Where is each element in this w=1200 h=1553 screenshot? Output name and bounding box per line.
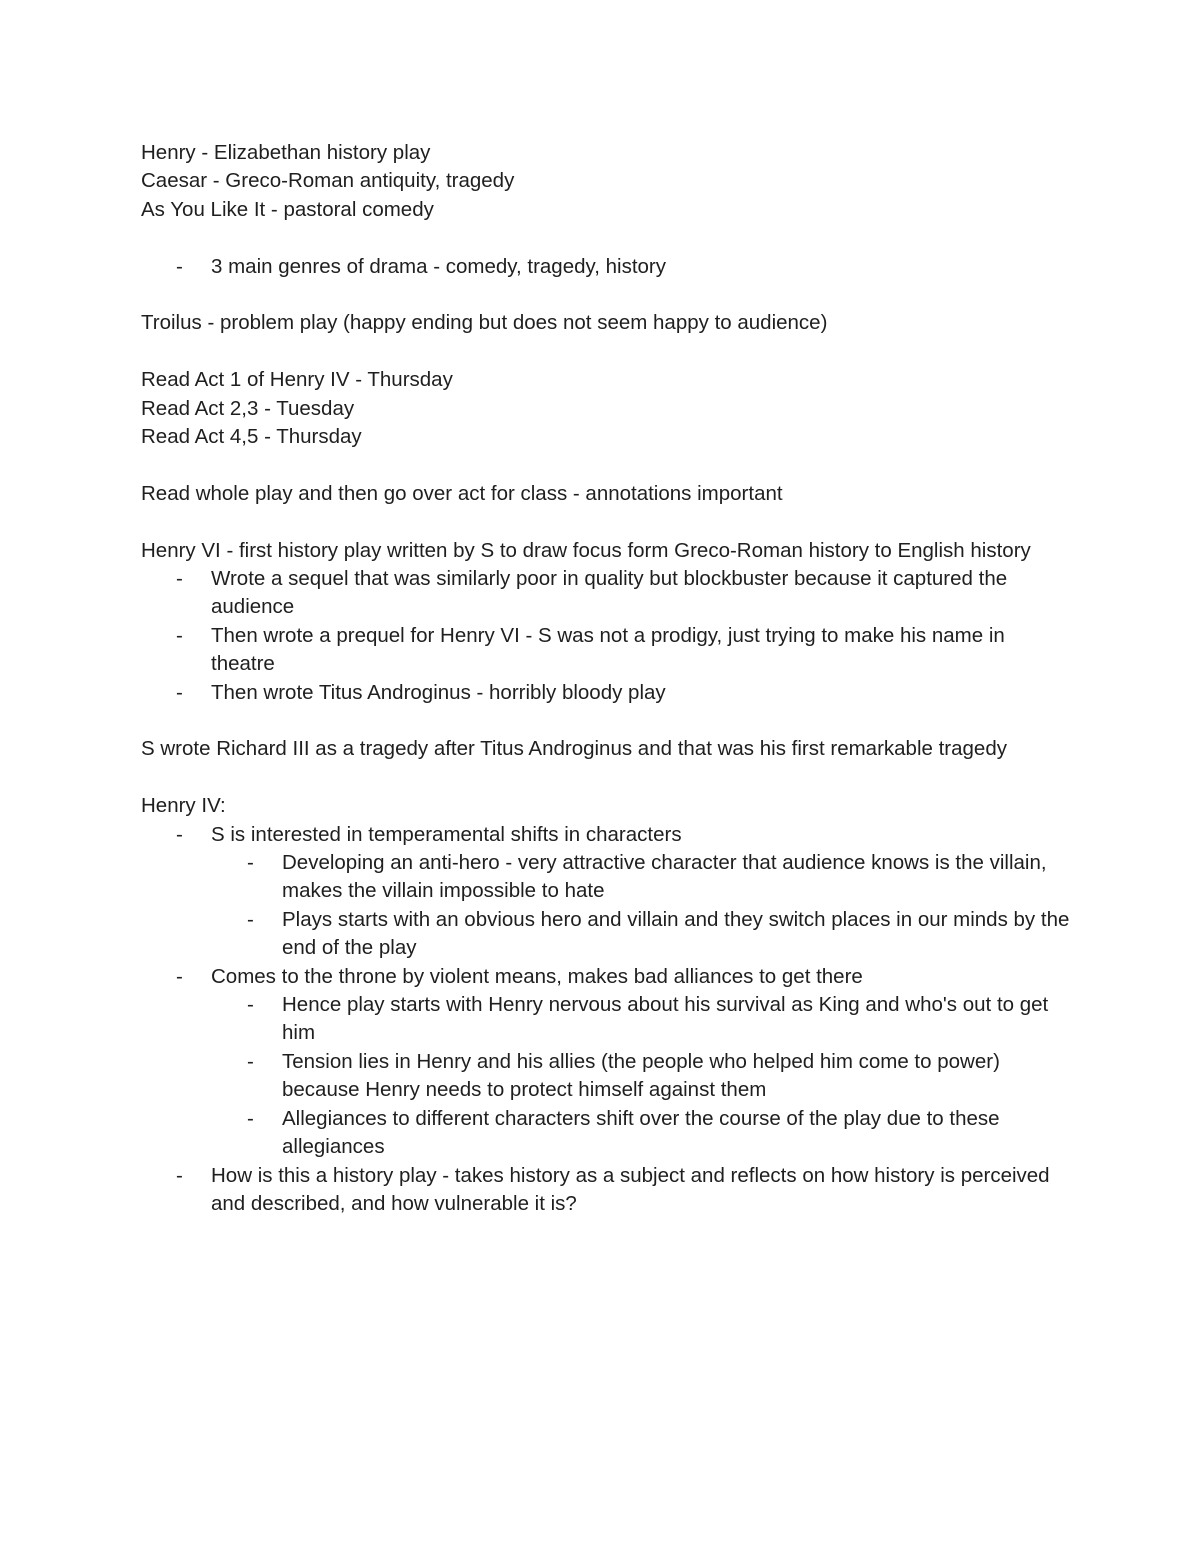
bullet-dash: - xyxy=(247,1106,254,1130)
henry-iv-list xyxy=(141,821,1071,1219)
sub-list-item xyxy=(211,1105,1071,1162)
reading-act-4-5: Read Act 4,5 - Thursday xyxy=(141,425,362,449)
intro-line-caesar: Caesar - Greco-Roman antiquity, tragedy xyxy=(141,169,515,193)
list-item xyxy=(141,963,1071,1162)
intro-line-as-you-like-it: As You Like It - pastoral comedy xyxy=(141,197,434,221)
list-item xyxy=(141,565,1071,622)
genres-list xyxy=(141,253,1071,281)
notes-body xyxy=(141,139,1071,1218)
henry-vi-heading: Henry VI - first history play written by S to draw focus form Greco-Roman history to English history xyxy=(141,538,1031,562)
sub-list-item-text: Plays starts with an obvious hero and villain and they switch places in our minds by the end of the play xyxy=(282,907,1070,960)
bullet-dash: - xyxy=(176,567,183,591)
sub-list xyxy=(211,849,1071,963)
list-item xyxy=(141,253,1071,281)
sub-list-item-text: Tension lies in Henry and his allies (the people who helped him come to power) because Henry needs to protect himself against them xyxy=(282,1049,1000,1102)
list-item-text: Comes to the throne by violent means, makes bad alliances to get there xyxy=(211,964,863,988)
richard-iii-line: S wrote Richard III as a tragedy after Titus Androginus and that was his first remarkable tragedy xyxy=(141,737,1007,761)
intro-line-henry: Henry - Elizabethan history play xyxy=(141,141,431,164)
list-item-text: Wrote a sequel that was similarly poor in quality but blockbuster because it captured the audience xyxy=(211,567,1008,619)
bullet-dash: - xyxy=(176,623,183,647)
henry-vi-list xyxy=(141,565,1071,707)
read-whole-line: Read whole play and then go over act for class - annotations important xyxy=(141,481,783,505)
bullet-dash: - xyxy=(176,1163,183,1187)
bullet-dash: - xyxy=(176,680,183,704)
bullet-dash: - xyxy=(176,964,183,988)
list-item xyxy=(141,679,1071,707)
reading-act-2-3: Read Act 2,3 - Tuesday xyxy=(141,396,355,420)
sub-list-item-text: Allegiances to different characters shift over the course of the play due to these allegiances xyxy=(282,1106,1000,1159)
sub-list-item xyxy=(211,1048,1071,1105)
sub-list xyxy=(211,991,1071,1161)
bullet-dash: - xyxy=(176,822,183,846)
bullet-dash: - xyxy=(247,907,254,931)
list-item-text: S is interested in temperamental shifts in characters xyxy=(211,822,682,846)
bullet-dash: - xyxy=(247,1049,254,1073)
bullet-dash: - xyxy=(247,993,254,1017)
henry-iv-heading: Henry IV: xyxy=(141,794,226,818)
list-item-text: How is this a history play - takes history as a subject and reflects on how history is perceived and described, and how vulnerable it is? xyxy=(211,1163,1050,1215)
list-item xyxy=(141,821,1071,963)
sub-list-item xyxy=(211,849,1071,906)
reading-act-1: Read Act 1 of Henry IV - Thursday xyxy=(141,368,453,392)
sub-list-item xyxy=(211,991,1071,1048)
list-item-text: Then wrote a prequel for Henry VI - S was not a prodigy, just trying to make his name in theatre xyxy=(211,623,1005,676)
list-item xyxy=(141,1162,1071,1219)
bullet-dash: - xyxy=(176,254,183,278)
genres-text: 3 main genres of drama - comedy, tragedy, history xyxy=(211,254,666,278)
bullet-dash: - xyxy=(247,851,254,875)
troilus-line: Troilus - problem play (happy ending but does not seem happy to audience) xyxy=(141,311,828,335)
list-item-text: Then wrote Titus Androginus - horribly bloody play xyxy=(211,680,666,704)
sub-list-item-text: Hence play starts with Henry nervous about his survival as King and who's out to get him xyxy=(282,993,1049,1045)
sub-list-item xyxy=(211,906,1071,963)
sub-list-item-text: Developing an anti-hero - very attractive character that audience knows is the villain, makes the villain impossible to hate xyxy=(282,851,1047,903)
list-item xyxy=(141,622,1071,679)
